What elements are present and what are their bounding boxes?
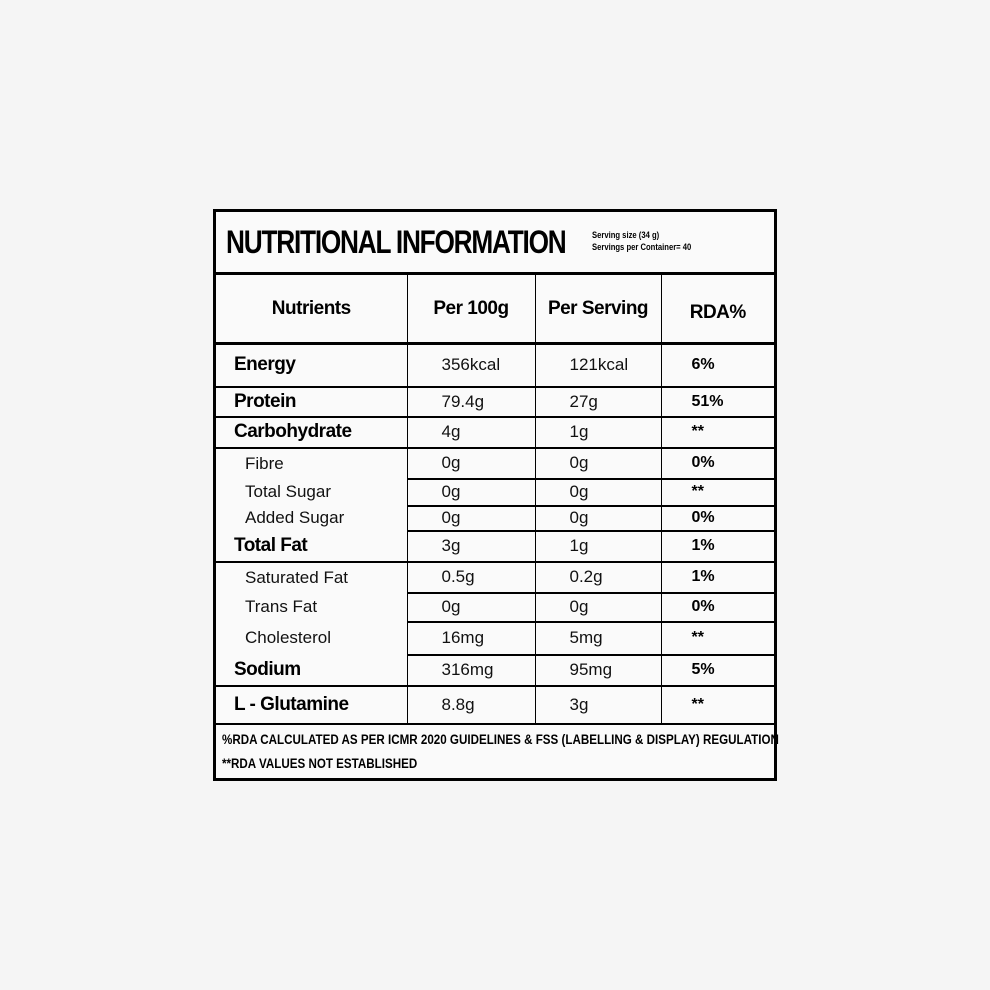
nutrient-name: Added Sugar (245, 508, 345, 527)
table-header-row (216, 275, 774, 344)
table-body (216, 344, 774, 724)
value-rda: 5% (661, 655, 774, 686)
nutrient-name: Trans Fat (245, 597, 318, 616)
column-header-per-serving: Per Serving (535, 275, 661, 344)
label-footer (222, 728, 779, 776)
value-rda: 1% (661, 562, 774, 593)
table-row (216, 622, 774, 655)
table-row (216, 562, 774, 593)
table-row (216, 448, 774, 479)
value-per-serving: 95mg (535, 655, 661, 686)
value-per-serving: 0.2g (535, 562, 661, 593)
column-header-nutrients: Nutrients (216, 275, 407, 344)
value-per-100g: 356kcal (407, 344, 535, 387)
table-row (216, 417, 774, 448)
table-row (216, 686, 774, 724)
nutrient-name: Total Fat (216, 531, 407, 562)
nutrient-name: Carbohydrate (216, 417, 407, 448)
value-rda: ** (661, 622, 774, 655)
column-header-per-100g: Per 100g (407, 275, 535, 344)
value-per-100g: 8.8g (407, 686, 535, 724)
servings-per-container: Servings per Container= 40 (592, 242, 692, 252)
label-title: NUTRITIONAL INFORMATION (226, 224, 566, 260)
value-rda: 0% (661, 506, 774, 531)
value-per-100g: 0g (407, 506, 535, 531)
value-per-serving: 0g (535, 448, 661, 479)
value-per-serving: 3g (535, 686, 661, 724)
value-rda: 0% (661, 593, 774, 622)
value-rda: ** (661, 417, 774, 448)
value-rda: 51% (661, 387, 774, 417)
nutrition-table (216, 275, 774, 725)
value-per-100g: 0.5g (407, 562, 535, 593)
table-row (216, 387, 774, 417)
value-per-serving: 1g (535, 417, 661, 448)
nutrient-name: Cholesterol (245, 628, 331, 647)
nutrient-name: L - Glutamine (216, 686, 407, 724)
value-rda: ** (661, 479, 774, 506)
value-per-100g: 3g (407, 531, 535, 562)
nutrient-name: Energy (216, 344, 407, 387)
nutrient-name: Saturated Fat (245, 567, 349, 587)
value-per-serving: 0g (535, 479, 661, 506)
value-rda: ** (661, 686, 774, 724)
nutrient-name: Fibre (245, 453, 284, 473)
column-header-rda: RDA% (661, 275, 774, 344)
table-row (216, 344, 774, 387)
value-rda: 6% (661, 344, 774, 387)
table-row (216, 655, 774, 686)
nutrient-name: Protein (216, 387, 407, 417)
value-rda: 1% (661, 531, 774, 562)
table-row (216, 531, 774, 562)
value-per-serving: 121kcal (535, 344, 661, 387)
value-per-100g: 16mg (407, 622, 535, 655)
value-per-100g: 0g (407, 448, 535, 479)
nutrient-name: Total Sugar (245, 482, 331, 501)
table-row (216, 506, 774, 531)
value-per-100g: 0g (407, 479, 535, 506)
value-per-100g: 4g (407, 417, 535, 448)
nutrition-table-wrap (216, 275, 774, 725)
value-per-100g: 79.4g (407, 387, 535, 417)
value-rda: 0% (661, 448, 774, 479)
value-per-serving: 0g (535, 593, 661, 622)
nutrition-label (213, 209, 777, 781)
footer-note-rda: %RDA CALCULATED AS PER ICMR 2020 GUIDELINES & FSS (LABELLING & DISPLAY) REGULATION (222, 732, 779, 747)
value-per-serving: 1g (535, 531, 661, 562)
serving-size: Serving size (34 g) (592, 230, 660, 240)
nutrient-name: Sodium (216, 655, 407, 686)
value-per-serving: 0g (535, 506, 661, 531)
table-row (216, 593, 774, 622)
value-per-100g: 0g (407, 593, 535, 622)
value-per-100g: 316mg (407, 655, 535, 686)
serving-info (592, 229, 691, 253)
label-header (216, 212, 774, 275)
footer-note-not-established: **RDA VALUES NOT ESTABLISHED (222, 756, 418, 771)
value-per-serving: 27g (535, 387, 661, 417)
value-per-serving: 5mg (535, 622, 661, 655)
table-row (216, 479, 774, 506)
